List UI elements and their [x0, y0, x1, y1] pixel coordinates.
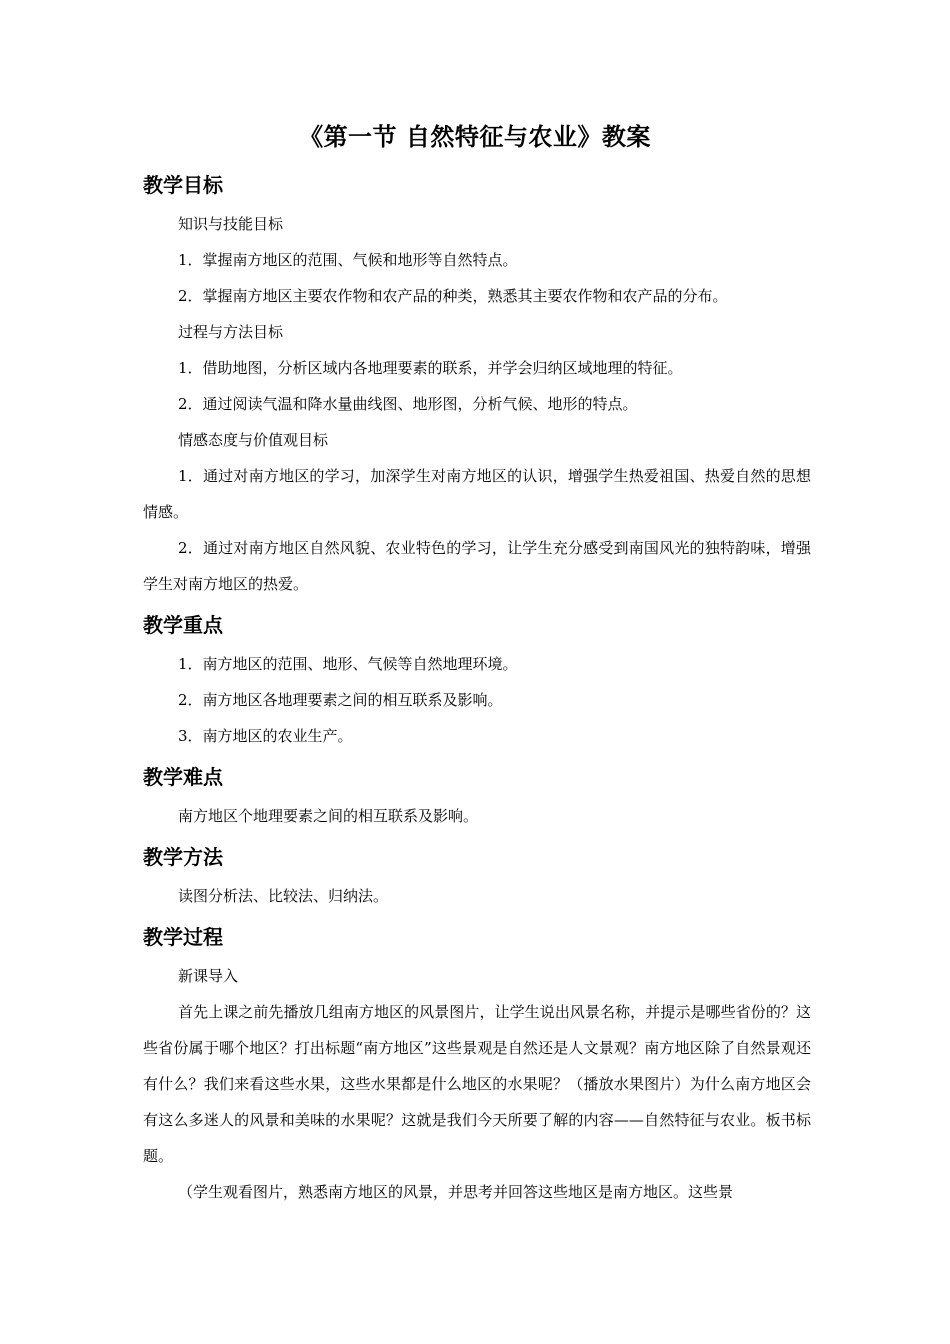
objective-emotion-1: 1．通过对南方地区的学习，加深学生对南方地区的认识，增强学生热爱祖国、热爱自然的思想情感。	[143, 467, 811, 521]
section-heading-difficulties: 教学难点	[143, 765, 223, 789]
section-methods	[143, 842, 811, 914]
subheading-emotion-values: 情感态度与价值观目标	[178, 431, 329, 449]
section-heading-objectives: 教学目标	[143, 173, 223, 197]
section-process	[143, 922, 811, 1210]
objective-knowledge-2: 2．掌握南方地区主要农作物和农产品的种类，熟悉其主要农作物和农产品的分布。	[178, 287, 728, 305]
section-objectives	[143, 170, 811, 602]
key-point-item: 2．南方地区各地理要素之间的相互联系及影响。	[178, 691, 503, 709]
document-body	[143, 170, 811, 1210]
subheading-knowledge-skills: 知识与技能目标	[178, 215, 284, 233]
process-paragraph-1: 首先上课之前先播放几组南方地区的风景图片，让学生说出风景名称，并提示是哪些省份的？这些省份属于哪个地区？打出标题“南方地区”这些景观是自然还是人文景观？南方地区除了自然景观还有什么？我们来看这些水果，这些水果都是什么地区的水果呢？（播放水果图片）为什么南方地区会有这么多迷人的风景和美味的水果呢？这就是我们今天所要了解的内容——自然特征与农业。板书标题。	[143, 1003, 811, 1165]
document-title: 《第一节 自然特征与农业》教案	[299, 123, 651, 151]
section-key-points	[143, 610, 811, 754]
objective-process-2: 2．通过阅读气温和降水量曲线图、地形图，分析气候、地形的特点。	[178, 395, 638, 413]
subheading-new-lesson: 新课导入	[178, 967, 239, 985]
process-paragraph-2: （学生观看图片，熟悉南方地区的风景，并思考并回答这些地区是南方地区。这些景	[178, 1183, 734, 1201]
key-point-item: 1．南方地区的范围、地形、气候等自然地理环境。	[178, 655, 518, 673]
section-heading-methods: 教学方法	[143, 845, 223, 869]
objective-emotion-2: 2．通过对南方地区自然风貌、农业特色的学习，让学生充分感受到南国风光的独特韵味，增强学生对南方地区的热爱。	[143, 539, 811, 593]
objective-process-1: 1．借助地图，分析区域内各地理要素的联系，并学会归纳区域地理的特征。	[178, 359, 683, 377]
section-heading-key-points: 教学重点	[143, 613, 223, 637]
section-heading-process: 教学过程	[143, 925, 223, 949]
section-difficulties	[143, 762, 811, 834]
subheading-process-methods: 过程与方法目标	[178, 323, 284, 341]
difficulty-text: 南方地区个地理要素之间的相互联系及影响。	[178, 807, 479, 825]
key-point-item: 3．南方地区的农业生产。	[178, 727, 353, 745]
objective-knowledge-1: 1．掌握南方地区的范围、气候和地形等自然特点。	[178, 251, 518, 269]
methods-text: 读图分析法、比较法、归纳法。	[178, 887, 389, 905]
